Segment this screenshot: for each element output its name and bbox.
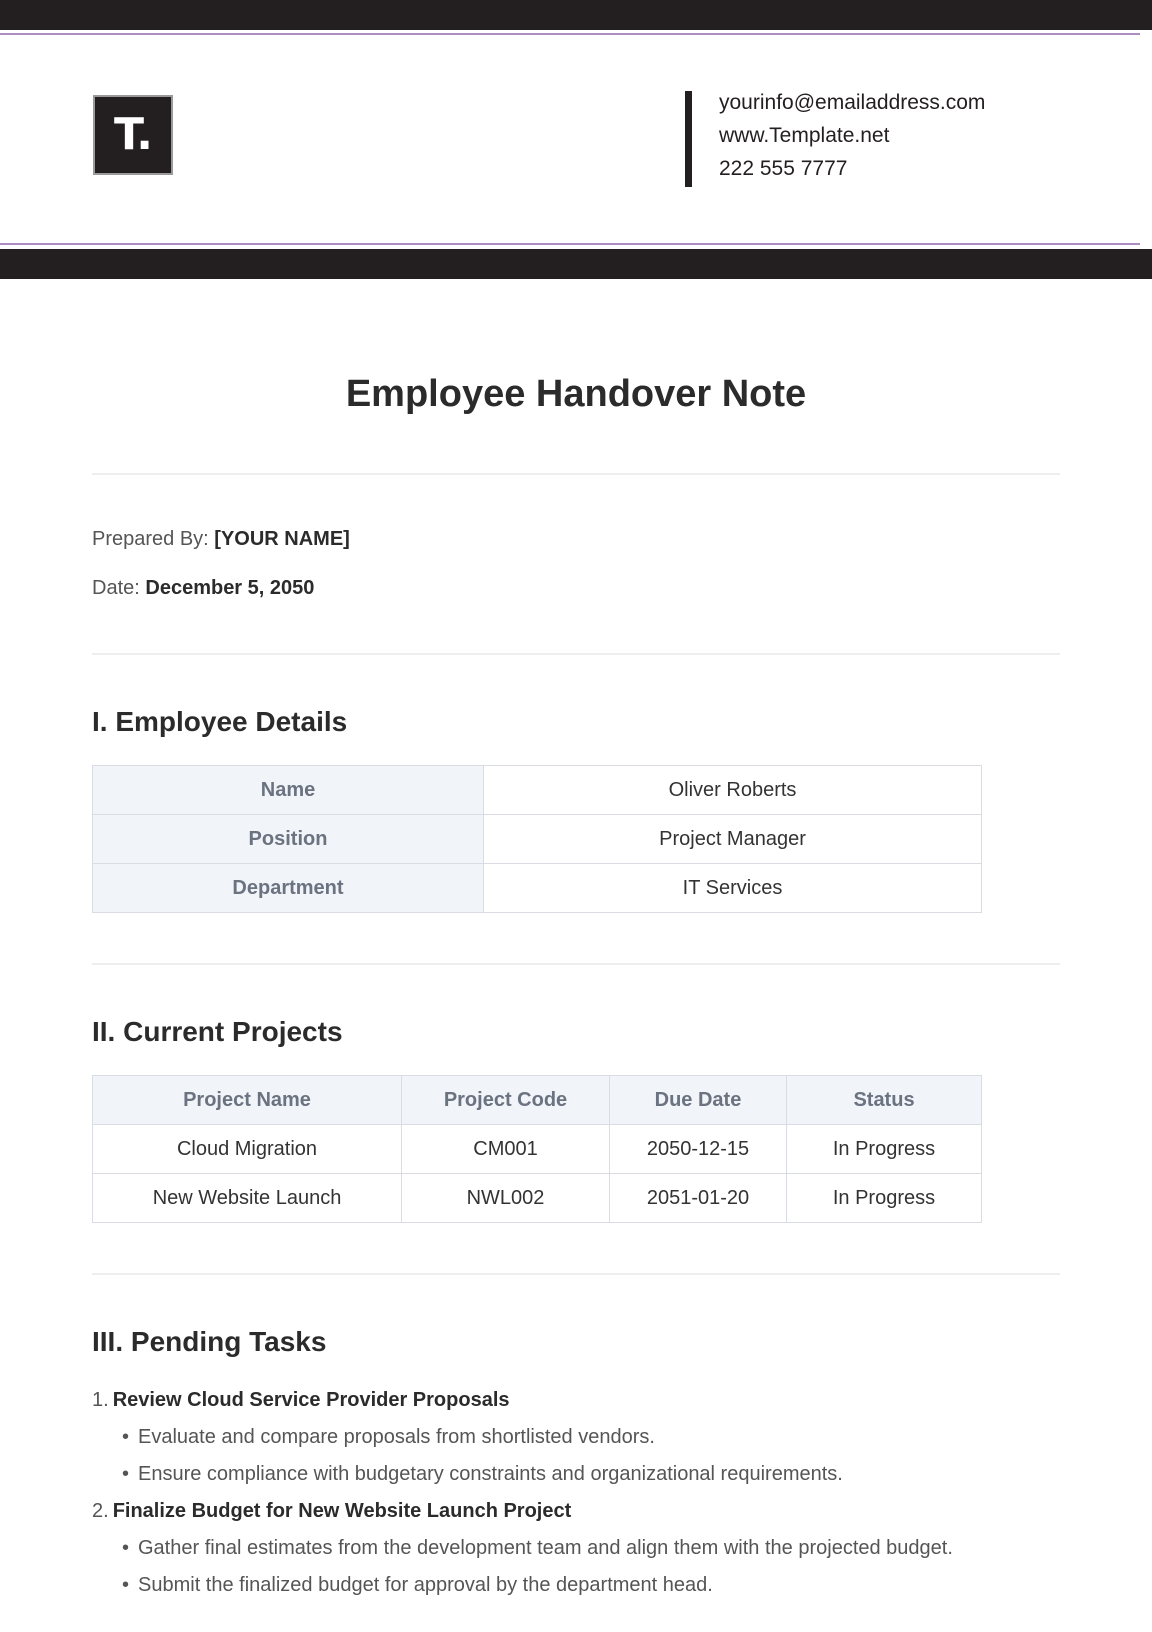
- project-status: In Progress: [787, 1174, 982, 1223]
- project-name: New Website Launch: [93, 1174, 402, 1223]
- document-date: [92, 577, 314, 600]
- table-row: [93, 1125, 982, 1174]
- prepared-by-label: Prepared By:: [92, 528, 209, 550]
- task-number: 2.: [92, 1500, 109, 1522]
- table-row: [93, 766, 982, 815]
- date-value: December 5, 2050: [145, 577, 315, 599]
- task-bullet-text: • Gather final estimates from the development team and align them with the projected budget.: [138, 1537, 953, 1559]
- section-title-pending-tasks: III. Pending Tasks: [92, 1326, 327, 1357]
- contact-block: [719, 86, 985, 185]
- date-label: Date:: [92, 577, 140, 599]
- employee-details-table: [92, 765, 982, 913]
- detail-value: Project Manager: [484, 815, 982, 864]
- project-code: CM001: [402, 1125, 610, 1174]
- header-accent-rule-bottom: [0, 243, 1140, 245]
- divider: [92, 653, 1060, 655]
- prepared-by-value: [YOUR NAME]: [214, 528, 350, 550]
- task-number: 1.: [92, 1389, 109, 1411]
- header-accent-rule-top: [0, 33, 1140, 35]
- header-bottom-band: [0, 249, 1152, 279]
- detail-key: Position: [93, 815, 484, 864]
- task-bullet: [92, 1456, 1012, 1493]
- logo-text: T.: [113, 109, 153, 160]
- column-header: Due Date: [610, 1076, 787, 1125]
- task-bullet-text: • Submit the finalized budget for approval by the department head.: [138, 1574, 713, 1596]
- divider: [92, 1273, 1060, 1275]
- project-status: In Progress: [787, 1125, 982, 1174]
- table-row: [93, 1174, 982, 1223]
- task-bullet: [92, 1530, 1012, 1567]
- task-bullet-text: • Evaluate and compare proposals from shortlisted vendors.: [138, 1426, 655, 1448]
- detail-key: Name: [93, 766, 484, 815]
- pending-tasks-list: [92, 1382, 1012, 1604]
- task-bullet: [92, 1567, 1012, 1604]
- contact-website[interactable]: www.Template.net: [719, 124, 890, 147]
- document-title: Employee Handover Note: [345, 373, 807, 415]
- project-due-date: 2050-12-15: [610, 1125, 787, 1174]
- task-bullet-text: • Ensure compliance with budgetary constraints and organizational requirements.: [138, 1463, 843, 1485]
- column-header: Status: [787, 1076, 982, 1125]
- project-code: NWL002: [402, 1174, 610, 1223]
- detail-value: Oliver Roberts: [484, 766, 982, 815]
- contact-email[interactable]: yourinfo@emailaddress.com: [719, 91, 986, 114]
- detail-key: Department: [93, 864, 484, 913]
- task-title: Review Cloud Service Provider Proposals: [112, 1389, 510, 1411]
- project-due-date: 2051-01-20: [610, 1174, 787, 1223]
- detail-value: IT Services: [484, 864, 982, 913]
- task-title: Finalize Budget for New Website Launch Project: [112, 1500, 572, 1522]
- table-header-row: [93, 1076, 982, 1125]
- task-item: [92, 1493, 1012, 1530]
- header-top-band: [0, 0, 1152, 30]
- divider: [92, 473, 1060, 475]
- contact-phone: 222 555 7777: [719, 157, 848, 180]
- column-header: Project Name: [93, 1076, 402, 1125]
- section-title-current-projects: II. Current Projects: [92, 1016, 343, 1047]
- current-projects-table: [92, 1075, 982, 1223]
- company-logo: [93, 95, 173, 175]
- table-row: [93, 815, 982, 864]
- divider: [92, 963, 1060, 965]
- contact-divider: [685, 91, 692, 187]
- task-item: [92, 1382, 1012, 1419]
- section-title-employee-details: I. Employee Details: [92, 706, 348, 737]
- column-header: Project Code: [402, 1076, 610, 1125]
- project-name: Cloud Migration: [93, 1125, 402, 1174]
- prepared-by: [92, 528, 350, 551]
- table-row: [93, 864, 982, 913]
- task-bullet: [92, 1419, 1012, 1456]
